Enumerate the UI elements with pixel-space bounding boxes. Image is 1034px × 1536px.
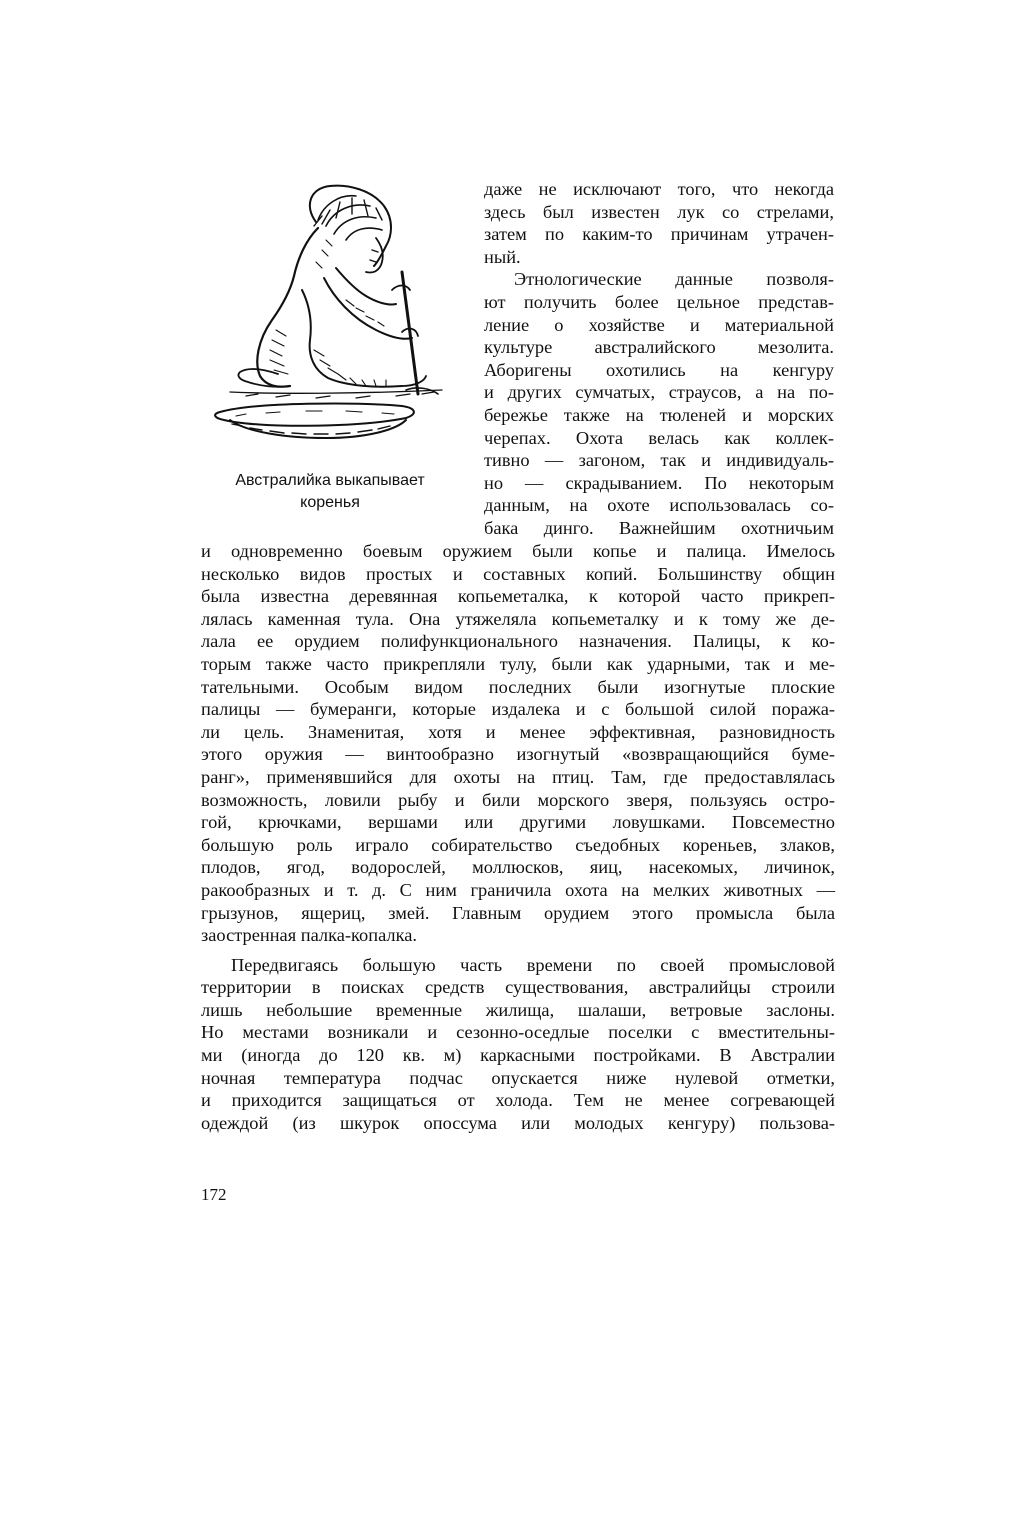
paragraph xyxy=(201,954,835,1135)
digging-stick xyxy=(392,272,418,394)
text-line: лялась каменная тула. Она утяжеляла копьеметалку и к тому же де- xyxy=(201,608,835,629)
text-line: одеждой (из шкурок опоссума или молодых кенгуру) пользова- xyxy=(201,1112,835,1133)
text-line: Но местами возникали и сезонно-оседлые поселки с вместительны- xyxy=(201,1022,835,1043)
text-line: здесь был известен лук со стрелами, xyxy=(484,201,834,222)
text-line: торым также часто прикрепляли тулу, были как ударными, так и ме- xyxy=(201,653,835,674)
ground xyxy=(230,388,442,398)
text-line: черепах. Охота велась как коллек- xyxy=(484,427,834,448)
text-line: гой, крючками, вершами или другими ловушками. Повсеместно xyxy=(201,812,835,833)
page-number: 172 xyxy=(201,1185,227,1204)
text-line: но — скрадыванием. По некоторым xyxy=(484,472,834,493)
text-line: ление о хозяйстве и материальной xyxy=(484,314,834,335)
text-line: культуре австралийского мезолита. xyxy=(484,337,834,358)
text-line: и одновременно боевым оружием были копье и палица. Имелось xyxy=(201,541,835,561)
text-line: большую роль играло собирательство съедобных кореньев, злаков, xyxy=(201,834,835,855)
text-line: ный. xyxy=(484,246,521,267)
text-line: этого оружия — винтообразно изогнутый «возвращающийся буме- xyxy=(201,744,835,765)
text-line: ракообразных и т. д. С ним граничила охота на мелких животных — xyxy=(201,879,835,900)
text-line: Аборигены охотились на кенгуру xyxy=(484,359,834,380)
caption-line: коренья xyxy=(300,494,360,511)
text-line: ранг», применявшийся для охоты на птиц. Там, где предоставлялась xyxy=(201,766,835,787)
text-line: тательными. Особым видом последних были изогнутые плоские xyxy=(201,676,835,697)
text-line: была известна деревянная копьеметалка, к которой часто прикреп- xyxy=(201,586,835,607)
caption-line: Австралийка выкапывает xyxy=(235,472,425,489)
text-line: плодов, ягод, водорослей, моллюсков, яиц, насекомых, личинок, xyxy=(201,857,835,878)
text-line: возможность, ловили рыбу и били морского зверя, пользуясь остро- xyxy=(201,789,835,810)
hair xyxy=(310,186,391,266)
text-line: Передвигаясь большую часть времени по своей промысловой xyxy=(231,954,835,975)
main-body-text xyxy=(201,540,835,1134)
text-line: тивно — загоном, так и индивидуаль- xyxy=(484,450,834,471)
paragraph-gap xyxy=(201,947,835,954)
text-line: даже не исключают того, что некогда xyxy=(484,179,834,199)
text-line: ночная температура подчас опускается ниже нулевой отметки, xyxy=(201,1067,835,1088)
paragraph xyxy=(201,540,835,947)
text-line: заостренная палка-копалка. xyxy=(201,925,418,946)
text-line: ми (иногда до 120 кв. м) каркасными постройками. В Австралии xyxy=(201,1045,835,1066)
text-line: ли цель. Знаменитая, хотя и менее эффективная, разновидность xyxy=(201,721,835,742)
text-line: затем по каким-то причинам утрачен- xyxy=(484,224,834,245)
text-line: бака динго. Важнейшим охотничьим xyxy=(484,517,834,538)
text-line: грызунов, ящериц, змей. Главным орудием этого промысла была xyxy=(201,902,835,923)
text-line: данным, на охоте использовалась со- xyxy=(484,495,834,516)
text-line: и других сумчатых, страусов, а на по- xyxy=(484,382,834,403)
text-line: и приходится защищаться от холода. Тем не менее согревающей xyxy=(201,1090,835,1111)
text-line: палицы — бумеранги, которые издалека и с большой силой поража- xyxy=(201,699,835,720)
text-line: лала ее орудием полифункционального назначения. Палицы, к ко- xyxy=(201,631,835,652)
text-line: лишь небольшие временные жилища, шалаши, ветровые заслоны. xyxy=(201,999,835,1020)
text-line: несколько видов простых и составных копий. Большинству общин xyxy=(201,563,835,584)
paragraph xyxy=(484,268,834,539)
figure-caption xyxy=(206,470,454,514)
body-outline xyxy=(238,228,426,387)
illustration-woman-digging-roots xyxy=(206,180,454,455)
wooden-dish xyxy=(215,404,414,438)
text-line: бережье также на тюленей и морских xyxy=(484,404,834,425)
body-hatching xyxy=(270,240,386,386)
paragraph xyxy=(484,178,834,268)
text-line: территории в поисках средств существования, австралийцы строили xyxy=(201,977,835,998)
text-line: Этнологические данные позволя- xyxy=(514,269,834,290)
right-column-text xyxy=(484,178,834,540)
text-line: ют получить более цельное представ- xyxy=(484,291,834,312)
